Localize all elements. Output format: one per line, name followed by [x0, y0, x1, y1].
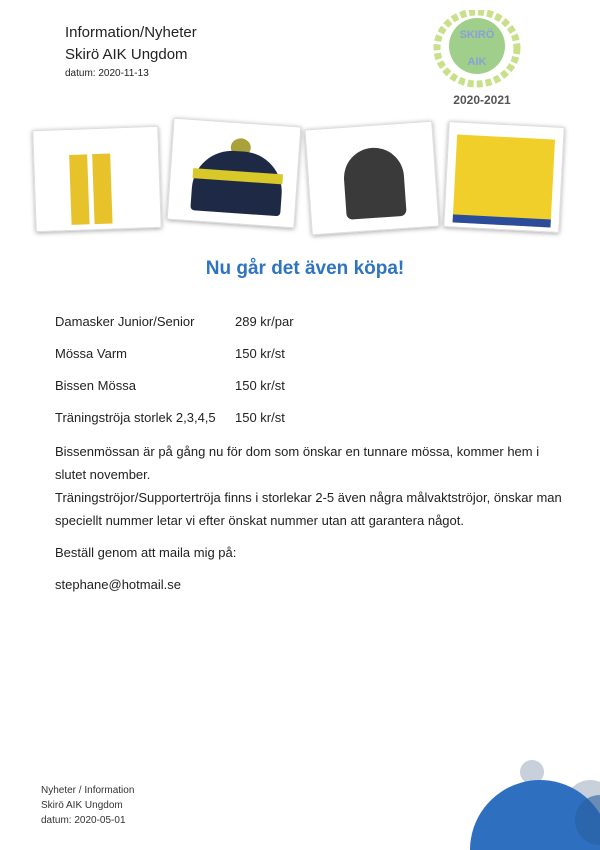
item-price: 150 kr/st [235, 378, 285, 393]
item-price: 289 kr/par [235, 314, 294, 329]
body-text [55, 440, 565, 596]
item-name: Träningströja storlek 2,3,4,5 [55, 410, 216, 425]
item-price: 150 kr/st [235, 346, 285, 361]
price-row [55, 314, 294, 329]
footer-date: datum: 2020-05-01 [41, 815, 126, 826]
order-instructions: Beställ genom att maila mig på: [55, 545, 237, 560]
footer [41, 783, 134, 828]
photo-traningstroja [443, 121, 564, 233]
svg-text:AIK: AIK [467, 56, 487, 68]
season-label: 2020-2021 [453, 93, 511, 107]
photo-bissen-mossa [304, 121, 439, 236]
item-name: Bissen Mössa [55, 378, 136, 393]
price-row [55, 410, 285, 425]
club-logo-icon [432, 10, 522, 90]
header-title: Information/Nyheter [65, 24, 197, 41]
footer-club: Skirö AIK Ungdom [41, 800, 123, 811]
header [65, 22, 197, 82]
header-date: datum: 2020-11-13 [65, 68, 149, 79]
price-row [55, 378, 285, 393]
svg-text:SKIRÖ: SKIRÖ [459, 29, 495, 41]
item-price: 150 kr/st [235, 410, 285, 425]
price-row [55, 346, 285, 361]
item-name: Mössa Varm [55, 346, 127, 361]
page-heading: Nu går det även köpa! [205, 258, 405, 279]
photo-damasker [32, 126, 161, 232]
paragraph-trojor: Träningströjor/Supportertröja finns i storlekar 2-5 även några målvaktströjor, önskar man speciellt nummer letar vi efter önskat nummer utan att garantera något. [55, 490, 562, 528]
footer-title: Nyheter / Information [41, 785, 135, 796]
item-name: Damasker Junior/Senior [55, 314, 195, 329]
paragraph-bissen: Bissenmössan är på gång nu för dom som önskar en tunnare mössa, kommer hem i slutet november. [55, 444, 540, 482]
header-club: Skirö AIK Ungdom [65, 46, 188, 63]
email-link[interactable]: stephane@hotmail.se [55, 577, 181, 592]
decorative-circle-icon [430, 750, 600, 850]
photo-mossa-varm [167, 118, 302, 229]
